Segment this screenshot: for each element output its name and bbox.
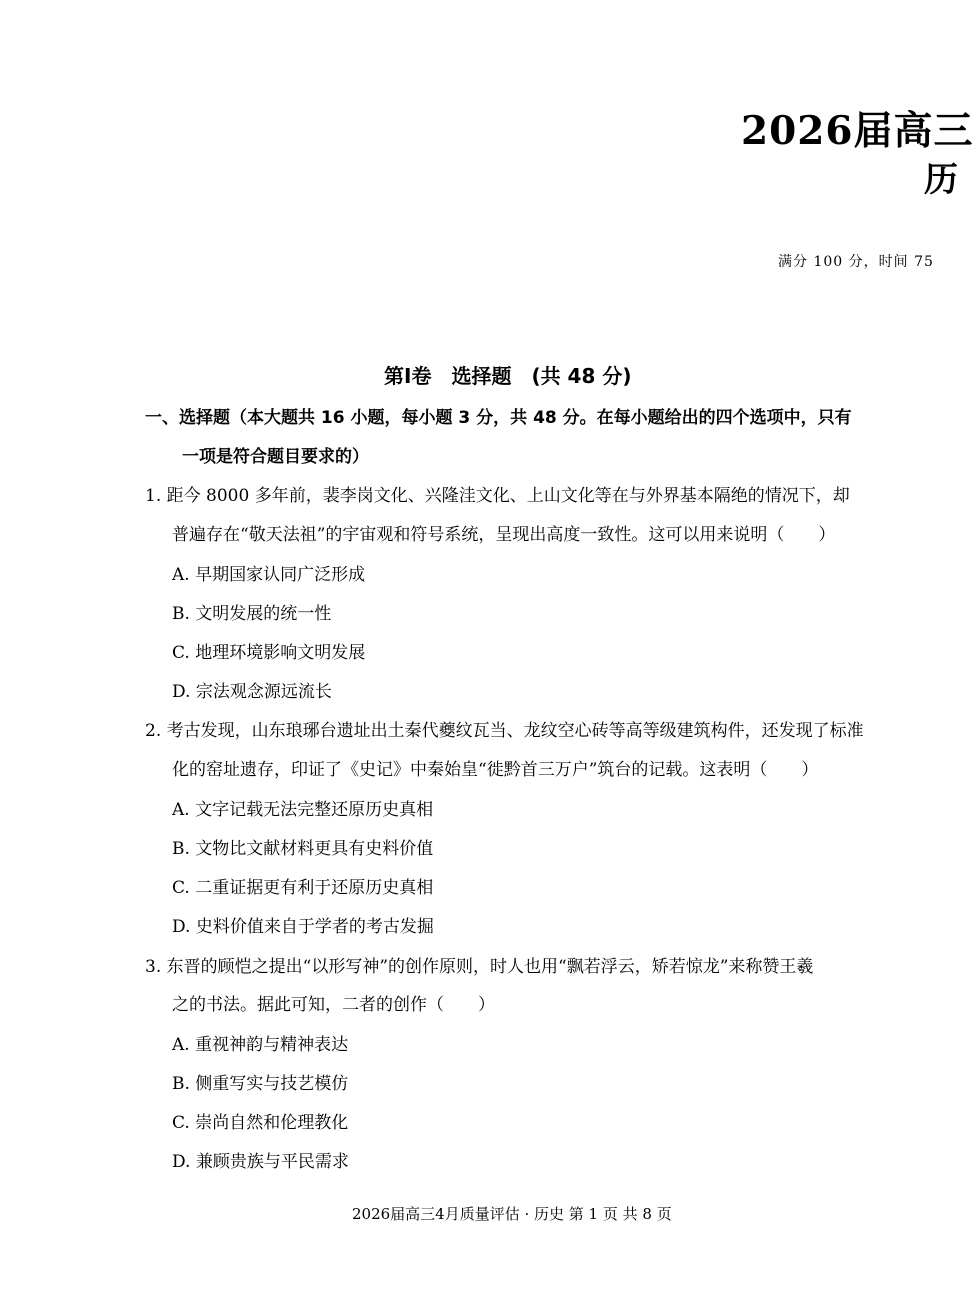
question-2-line2: 化的窑址遗存，印证了《史记》中秦始皇“徙黔首三万户”筑台的记载。这表明（ ） <box>172 760 819 780</box>
exam-meta: 满分 100 分，时间 75 <box>778 254 934 270</box>
question-3-option-d: D. 兼顾贵族与平民需求 <box>172 1152 349 1172</box>
question-2-option-d: D. 史料价值来自于学者的考古发掘 <box>172 917 434 937</box>
question-1-option-c: C. 地理环境影响文明发展 <box>172 643 366 663</box>
page-footer: 2026届高三4月质量评估 · 历史 第 1 页 共 8 页 <box>352 1205 672 1223</box>
subject-title: 历 <box>924 160 958 200</box>
question-1-line1: 1. 距今 8000 多年前，裴李岗文化、兴隆洼文化、上山文化等在与外界基本隔绝的情况下，却 <box>145 486 850 506</box>
question-3-line1: 3. 东晋的顾恺之提出“以形写神”的创作原则，时人也用“飘若浮云，矫若惊龙”来称赞王羲 <box>145 957 814 977</box>
question-2-line1: 2. 考古发现，山东琅琊台遗址出土秦代夔纹瓦当、龙纹空心砖等高等级建筑构件，还发现了标准 <box>145 721 864 741</box>
volume-title: 第Ⅰ卷 选择题 (共 48 分) <box>384 364 632 388</box>
question-2-option-b: B. 文物比文献材料更具有史料价值 <box>172 839 434 859</box>
section-instruction-line1: 一、选择题（本大题共 16 小题，每小题 3 分，共 48 分。在每小题给出的四个选项中，只有 <box>145 408 852 428</box>
question-3-line2: 之的书法。据此可知，二者的创作（ ） <box>172 995 495 1015</box>
question-1-option-b: B. 文明发展的统一性 <box>172 604 332 624</box>
question-1-line2: 普遍存在“敬天法祖”的宇宙观和符号系统，呈现出高度一致性。这可以用来说明（ ） <box>172 525 836 545</box>
question-3-option-b: B. 侧重写实与技艺模仿 <box>172 1074 349 1094</box>
question-3-option-a: A. 重视神韵与精神表达 <box>172 1035 349 1055</box>
question-3-option-c: C. 崇尚自然和伦理教化 <box>172 1113 349 1133</box>
exam-title: 2026届高三 <box>741 108 974 154</box>
section-instruction-line2: 一项是符合题目要求的） <box>182 447 369 467</box>
question-1-option-a: A. 早期国家认同广泛形成 <box>172 565 366 585</box>
question-2-option-a: A. 文字记载无法完整还原历史真相 <box>172 800 434 820</box>
question-2-option-c: C. 二重证据更有利于还原历史真相 <box>172 878 434 898</box>
question-1-option-d: D. 宗法观念源远流长 <box>172 682 332 702</box>
